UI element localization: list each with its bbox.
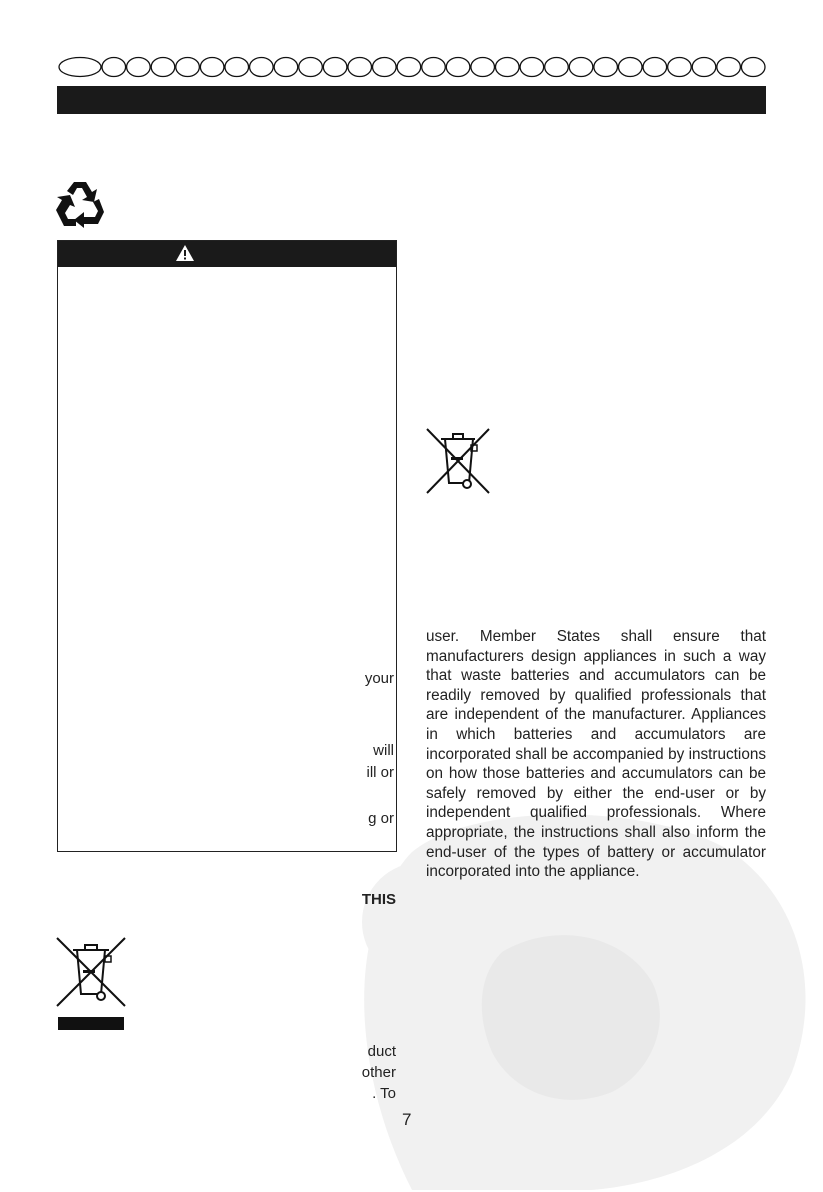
crossed-bin-icon [425, 427, 491, 495]
language-tab [545, 58, 569, 77]
language-tab-active [59, 58, 101, 77]
text-fragment-to: . To [372, 1085, 396, 1102]
text-fragment-duct: duct [367, 1043, 396, 1060]
language-tab [471, 58, 495, 77]
language-tab [200, 58, 224, 77]
text-fragment-other: other [361, 1064, 396, 1081]
text-fragment-ill-or: ill or [366, 764, 394, 781]
language-tab [323, 58, 347, 77]
language-tab [274, 58, 298, 77]
language-tab [397, 58, 421, 77]
language-tab-row [58, 56, 766, 78]
language-tab [446, 58, 470, 77]
language-tab [176, 58, 200, 77]
language-tab [692, 58, 716, 77]
recycle-icon [54, 180, 106, 228]
language-tab [127, 58, 151, 77]
crossed-bin-icon [55, 936, 127, 1032]
text-fragment-this: THIS [361, 891, 396, 908]
language-tab [102, 58, 126, 77]
language-tab [373, 58, 397, 77]
language-tab [741, 58, 765, 77]
warning-box [57, 240, 397, 852]
language-tab [250, 58, 274, 77]
language-tab [569, 58, 593, 77]
warning-icon [176, 245, 194, 261]
battery-removal-paragraph: user. Member States shall ensure that manufacturers design appliances in such a way that waste batteries and accumulators can be readily removed by qualified professionals that are independent of the manufacturer. Appliances in which batteries and accumulators are incorporated shall be accompanied by instructions on how those batteries and accumulators can be safely removed by either the end-user or by independent qualified professionals. Where appropriate, the instructions shall also inform the end-user of the types of battery or accumulator incorporated into the appliance. [426, 628, 766, 881]
language-tab [422, 58, 446, 77]
language-tab [717, 58, 741, 77]
text-fragment-will: will [373, 742, 394, 759]
language-tab [225, 58, 249, 77]
language-tab [151, 58, 175, 77]
language-tab [594, 58, 618, 77]
language-tab [618, 58, 642, 77]
language-tab [495, 58, 519, 77]
language-tab [520, 58, 544, 77]
warning-header [58, 241, 396, 267]
text-fragment-your: your [364, 670, 394, 687]
language-tab [643, 58, 667, 77]
language-tab [668, 58, 692, 77]
page-number: 7 [402, 1110, 412, 1129]
language-tab [348, 58, 372, 77]
section-title-bar [57, 86, 766, 114]
language-tab [299, 58, 323, 77]
text-fragment-g-or: g or [368, 810, 394, 827]
